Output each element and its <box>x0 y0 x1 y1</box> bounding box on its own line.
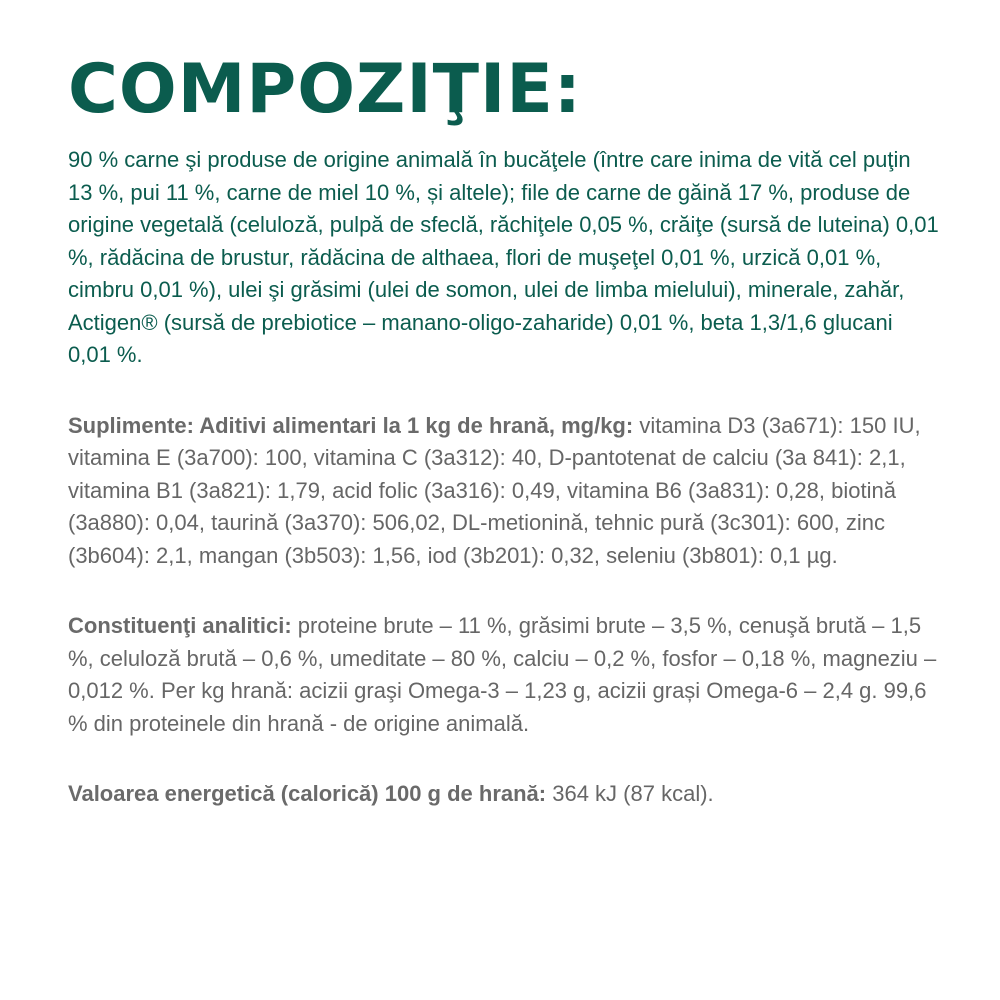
analytical-constituents-label: Constituenţi analitici: <box>68 613 292 638</box>
supplements-paragraph <box>68 410 940 573</box>
energy-value-label: Valoarea energetică (calorică) 100 g de hrană: <box>68 781 547 806</box>
page-title: COMPOZIŢIE: <box>68 50 582 129</box>
supplements-text: vitamina D3 (3a671): 150 IU, vitamina E (3a700): 100, vitamina C (3a312): 40, D-pantotenat de calciu (3a 841): 2,1, vitamina B1 (3a821): 1,79, acid folic (3a316): 0,49, vitamina B6 (3a831): 0,28, biotină (3a880): 0,04, taurină (3a370): 506,02, DL-metionină, tehnic pură (3c301): 600, zinc (3b604): 2,1, mangan (3b503): 1,56, iod (3b201): 0,32, seleniu (3b801): 0,1 µg. <box>68 412 921 568</box>
supplements-label: Suplimente: Aditivi alimentari la 1 kg de hrană, mg/kg: <box>68 412 634 438</box>
analytical-constituents-text: proteine brute – 11 %, grăsimi brute – 3,5 %, cenuşă brută – 1,5 %, celuloză brută – 0,6 %, umeditate – 80 %, calciu – 0,2 %, fosfor – 0,18 %, magneziu – 0,012 %. Per kg hrană: acizii graşi Omega-3 – 1,23 g, acizii grași Omega-6 – 2,4 g. 99,6 % din proteinele din hrană - de origine animală. <box>68 613 937 736</box>
energy-value-paragraph <box>68 778 940 811</box>
composition-panel <box>68 48 940 811</box>
composition-text: 90 % carne şi produse de origine animală în bucăţele (între care inima de vită cel puţin 13 %, pui 11 %, carne de miel 10 %, și altele); file de carne de găină 17 %, produse de origine vegetală (celuloză, pulpă de sfeclă, răchiţele 0,05 %, crăiţe (sursă de luteina) 0,01 %, rădăcina de brustur, rădăcina de althaea, flori de muşeţel 0,01 %, urzică 0,01 %, cimbru 0,01 %), ulei şi grăsimi (ulei de somon, ulei de limba mielului), minerale, zahăr, Actigen® (sursă de prebiotice – manano-oligo-zaharide) 0,01 %, beta 1,3/1,6 glucani 0,01 %. <box>68 147 939 367</box>
energy-value-text: 364 kJ (87 kcal). <box>546 781 714 806</box>
analytical-constituents-paragraph <box>68 610 940 740</box>
